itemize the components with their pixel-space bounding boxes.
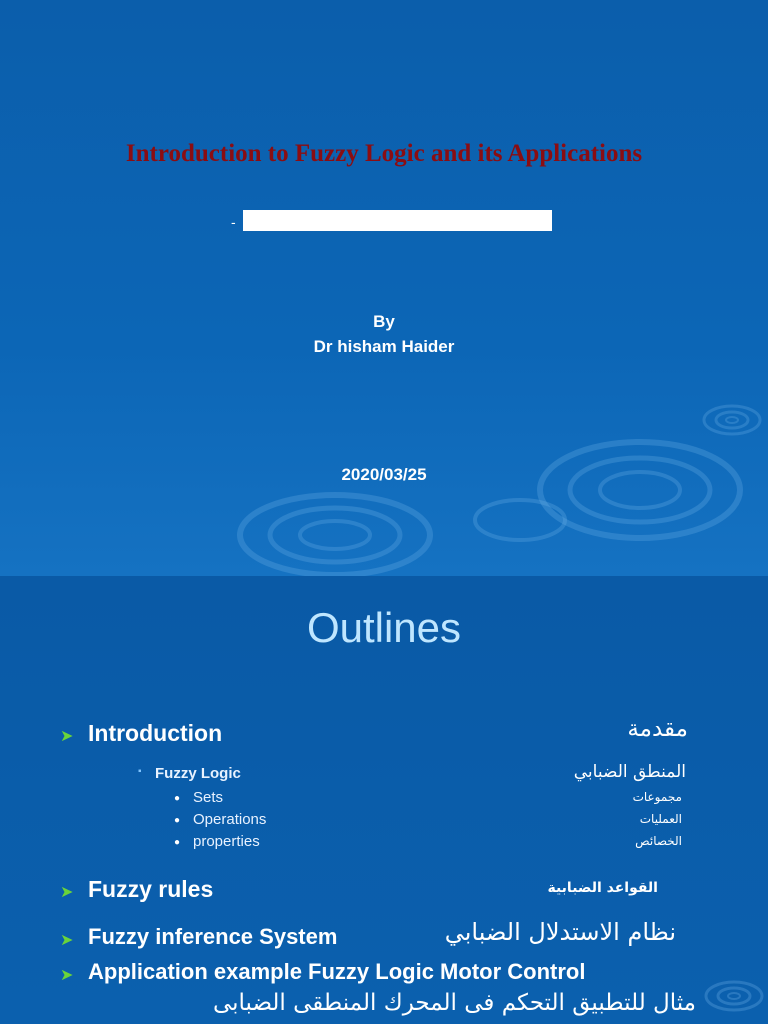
- outline-item-introduction: Introduction: [88, 720, 223, 746]
- bullet-arrow-icon: ➤: [60, 884, 74, 901]
- presentation-date: 2020/03/25: [341, 465, 427, 484]
- arabic-sets: مجموعات: [632, 790, 682, 804]
- author-name: Dr hisham Haider: [313, 337, 455, 356]
- sub-item-sets: Sets: [193, 789, 224, 806]
- arabic-introduction: مقدمة: [627, 716, 688, 742]
- outline-item-fuzzy-inference: Fuzzy inference System: [88, 924, 338, 949]
- arabic-fuzzy-logic: المنطق الضبابي: [573, 762, 686, 782]
- arabic-properties: الخصائص: [635, 834, 682, 848]
- slide-outlines: [0, 576, 768, 1024]
- bullet-arrow-icon: ➤: [60, 728, 74, 745]
- arabic-fuzzy-inference: نظام الاستدلال الضبابي: [444, 918, 676, 946]
- outlines-heading: Outlines: [306, 604, 462, 651]
- bullet-arrow-icon: ➤: [60, 967, 74, 984]
- redacted-bar: [243, 210, 552, 231]
- arabic-fuzzy-rules: القواعد الضبابية: [547, 880, 658, 896]
- arabic-operations: العمليات: [639, 812, 682, 826]
- sub-item-operations: Operations: [193, 811, 267, 828]
- bullet-dot-icon: ●: [174, 793, 181, 804]
- bullet-dot-icon: ●: [174, 815, 181, 826]
- bullet-arrow-icon: ➤: [60, 932, 74, 949]
- presentation-title: Introduction to Fuzzy Logic and its Applications: [125, 140, 643, 167]
- title-dash: -: [231, 214, 236, 230]
- outline-item-fuzzy-rules: Fuzzy rules: [88, 876, 214, 902]
- arabic-application: مثال للتطبيق التحكم فى المحرك المنطقى الضبابى: [212, 990, 696, 1016]
- by-label: By: [373, 312, 395, 331]
- outline-item-application: Application example Fuzzy Logic Motor Control: [88, 959, 586, 984]
- sub-bullet-icon: ▪: [138, 766, 142, 777]
- sub-item-properties: properties: [193, 833, 260, 850]
- bullet-dot-icon: ●: [174, 837, 181, 848]
- sub-item-fuzzy-logic: Fuzzy Logic: [155, 765, 241, 782]
